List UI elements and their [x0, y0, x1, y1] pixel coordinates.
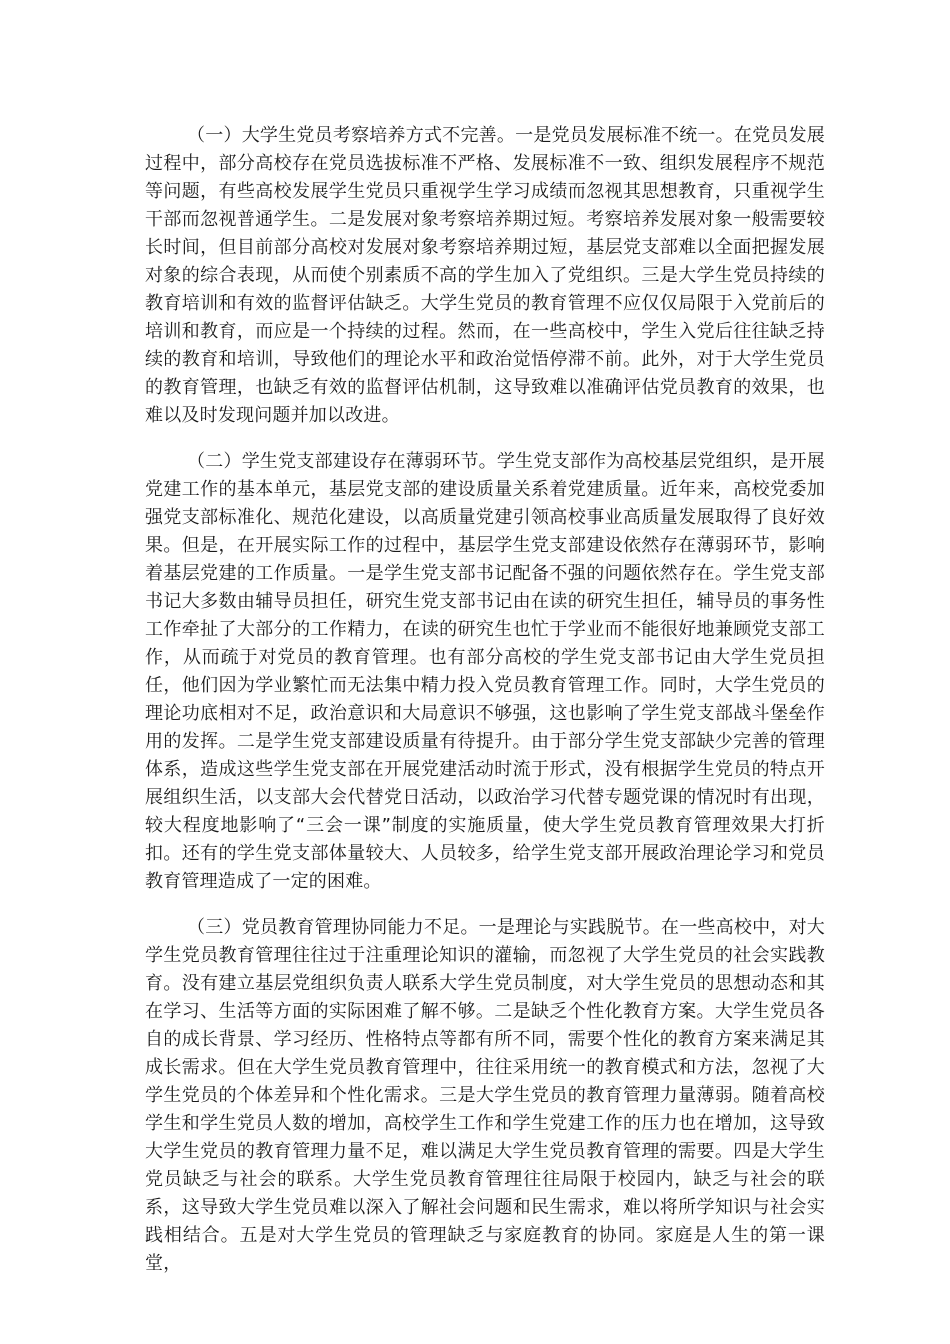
- paragraph-1: （一）大学生党员考察培养方式不完善。一是党员发展标准不统一。在党员发展过程中，部分高校存在党员选拔标准不严格、发展标准不一致、组织发展程序不规范等问题，有些高校发展学生党员只重视学生学习成绩而忽视其思想教育，只重视学生干部而忽视普通学生。二是发展对象考察培养期过短。考察培养发展对象一般需要较长时间，但目前部分高校对发展对象考察培养期过短，基层党支部难以全面把握发展对象的综合表现，从而使个别素质不高的学生加入了党组织。三是大学生党员持续的教育培训和有效的监督评估缺乏。大学生党员的教育管理不应仅仅局限于入党前后的培训和教育，而应是一个持续的过程。然而，在一些高校中，学生入党后往往缺乏持续的教育和培训，导致他们的理论水平和政治觉悟停滞不前。此外，对于大学生党员的教育管理，也缺乏有效的监督评估机制，这导致难以准确评估党员教育的效果，也难以及时发现问题并加以改进。: [145, 125, 825, 426]
- document-body: [145, 122, 825, 1296]
- paragraph-3: （三）党员教育管理协同能力不足。一是理论与实践脱节。在一些高校中，对大学生党员教育管理往往过于注重理论知识的灌输，而忽视了大学生党员的社会实践教育。没有建立基层党组织负责人联系大学生党员制度，对大学生党员的思想动态和其在学习、生活等方面的实际困难了解不够。二是缺乏个性化教育方案。大学生党员各自的成长背景、学习经历、性格特点等都有所不同，需要个性化的教育方案来满足其成长需求。但在大学生党员教育管理中，往往采用统一的教育模式和方法，忽视了大学生党员的个体差异和个性化需求。三是大学生党员的教育管理力量薄弱。随着高校学生和学生党员人数的增加，高校学生工作和学生党建工作的压力也在增加，这导致大学生党员的教育管理力量不足，难以满足大学生党员教育管理的需要。四是大学生党员缺乏与社会的联系。大学生党员教育管理往往局限于校园内，缺乏与社会的联系，这导致大学生党员难以深入了解社会问题和民生需求，难以将所学知识与社会实践相结合。五是对大学生党员的管理缺乏与家庭教育的协同。家庭是人生的第一课堂，: [145, 917, 825, 1274]
- paragraph-2: （二）学生党支部建设存在薄弱环节。学生党支部作为高校基层党组织，是开展党建工作的基本单元，基层党支部的建设质量关系着党建质量。近年来，高校党委加强党支部标准化、规范化建设，以高质量党建引领高校事业高质量发展取得了良好效果。但是，在开展实际工作的过程中，基层学生党支部建设依然存在薄弱环节，影响着基层党建的工作质量。一是学生党支部书记配备不强的问题依然存在。学生党支部书记大多数由辅导员担任，研究生党支部书记由在读的研究生担任，辅导员的事务性工作牵扯了大部分的工作精力，在读的研究生也忙于学业而不能很好地兼顾党支部工作，从而疏于对党员的教育管理。也有部分高校的学生党支部书记由大学生党员担任，他们因为学业繁忙而无法集中精力投入党员教育管理工作。同时，大学生党员的理论功底相对不足，政治意识和大局意识不够强，这也影响了学生党支部战斗堡垒作用的发挥。二是学生党支部建设质量有待提升。由于部分学生党支部缺少完善的管理体系，造成这些学生党支部在开展党建活动时流于形式，没有根据学生党员的特点开展组织生活，以支部大会代替党日活动，以政治学习代替专题党课的情况时有出现，较大程度地影响了“三会一课”制度的实施质量，使大学生党员教育管理效果大打折扣。还有的学生党支部体量较大、人员较多，给学生党支部开展政治理论学习和党员教育管理造成了一定的困难。: [145, 451, 825, 892]
